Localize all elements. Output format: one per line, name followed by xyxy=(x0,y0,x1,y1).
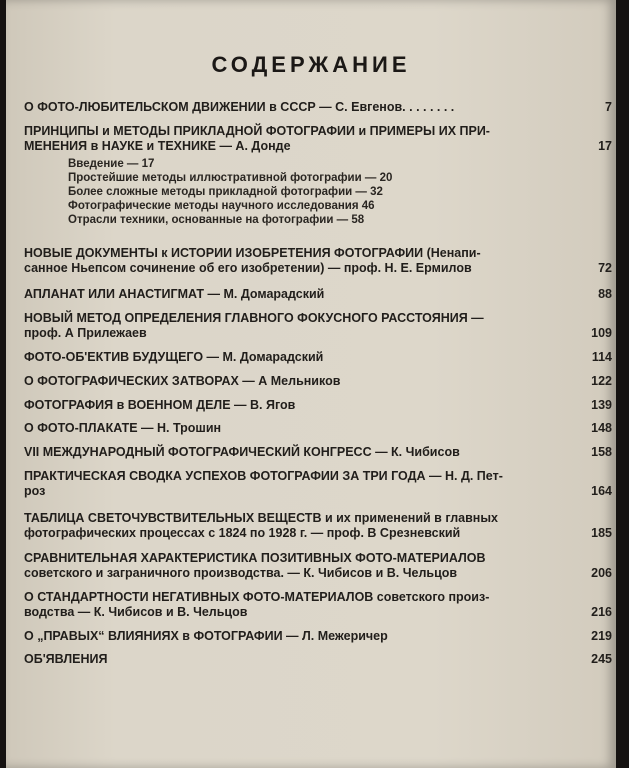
toc-entry xyxy=(24,652,612,667)
subentry-line: Введение — 17 xyxy=(68,158,155,170)
page-number: 114 xyxy=(591,350,612,364)
page-number: 17 xyxy=(598,139,612,153)
entry-line: ОБ'ЯВЛЕНИЯ xyxy=(24,652,108,666)
entry-line: МЕНЕНИЯ в НАУКЕ и ТЕХНИКЕ — А. Донде xyxy=(24,139,291,153)
toc-entry xyxy=(24,469,612,499)
entry-line: VII МЕЖДУНАРОДНЫЙ ФОТОГРАФИЧЕСКИЙ КОНГРЕСС — К. Чибисов xyxy=(24,445,460,459)
page-number: 245 xyxy=(591,652,612,666)
toc-entry xyxy=(24,445,612,460)
entry-line: роз xyxy=(24,484,46,498)
page-number: 164 xyxy=(591,484,612,498)
page-number: 216 xyxy=(591,605,612,619)
subentry-line: Простейшие методы иллюстративной фотографии — 20 xyxy=(68,172,393,184)
toc-subentries xyxy=(68,157,488,227)
entry-line: О ФОТО-ПЛАКАТЕ — Н. Трошин xyxy=(24,421,222,435)
page-number: 72 xyxy=(598,261,612,275)
toc-entry xyxy=(24,246,612,276)
entry-line: СРАВНИТЕЛЬНАЯ ХАРАКТЕРИСТИКА ПОЗИТИВНЫХ ФОТО-МАТЕРИАЛОВ xyxy=(24,551,486,565)
entry-line: О ФОТОГРАФИЧЕСКИХ ЗАТВОРАХ — А Мельников xyxy=(24,374,341,388)
page-number: 219 xyxy=(591,629,612,643)
entry-line: ПРАКТИЧЕСКАЯ СВОДКА УСПЕХОВ ФОТОГРАФИИ ЗА ТРИ ГОДА — Н. Д. Пет- xyxy=(24,469,503,483)
entry-line: О СТАНДАРТНОСТИ НЕГАТИВНЫХ ФОТО-МАТЕРИАЛОВ советского произ- xyxy=(24,590,490,604)
entry-line: О „ПРАВЫХ“ ВЛИЯНИЯХ в ФОТОГРАФИИ — Л. Межеричер xyxy=(24,629,388,643)
toc-entry xyxy=(24,124,612,154)
entry-line: советского и заграничного производства. — К. Чибисов и В. Чельцов xyxy=(24,566,458,580)
page-number: 158 xyxy=(591,445,612,459)
page-number: 88 xyxy=(598,287,612,301)
entry-line: ТАБЛИЦА СВЕТОЧУВСТВИТЕЛЬНЫХ ВЕЩЕСТВ и их применений в главных xyxy=(24,511,498,525)
toc-entry xyxy=(24,311,612,341)
toc-entry xyxy=(24,374,612,389)
page-number: 122 xyxy=(591,374,612,388)
page-number: 206 xyxy=(591,566,612,580)
entry-line: НОВЫЙ МЕТОД ОПРЕДЕЛЕНИЯ ГЛАВНОГО ФОКУСНОГО РАССТОЯНИЯ — xyxy=(24,311,484,325)
toc-entry xyxy=(24,421,612,436)
entry-line: ФОТОГРАФИЯ в ВОЕННОМ ДЕЛЕ — В. Ягов xyxy=(24,398,296,412)
entry-line: проф. А Прилежаев xyxy=(24,326,147,340)
toc-entry xyxy=(24,629,612,644)
book-page xyxy=(6,0,616,768)
entry-line: ПРИНЦИПЫ и МЕТОДЫ ПРИКЛАДНОЙ ФОТОГРАФИИ и ПРИМЕРЫ ИХ ПРИ- xyxy=(24,124,490,138)
toc-entry xyxy=(24,398,612,413)
page-number: 148 xyxy=(591,421,612,435)
toc-entry xyxy=(24,590,612,620)
entry-line: водства — К. Чибисов и В. Чельцов xyxy=(24,605,248,619)
page-number: 139 xyxy=(591,398,612,412)
toc-entry xyxy=(24,551,612,581)
page-number: 109 xyxy=(591,326,612,340)
toc-entry xyxy=(24,511,612,541)
entry-line: санное Ньепсом сочинение об его изобретении) — проф. Н. Е. Ермилов xyxy=(24,261,472,275)
entry-line: фотографических процессах с 1824 по 1928 г. — проф. В Срезневский xyxy=(24,526,461,540)
subentry-line: Более сложные методы прикладной фотографии — 32 xyxy=(68,186,383,198)
page-number: 185 xyxy=(591,526,612,540)
toc-entry xyxy=(24,350,612,365)
entry-line: ФОТО-ОБ'ЕКТИВ БУДУЩЕГО — М. Домарадский xyxy=(24,350,324,364)
toc-entry xyxy=(24,287,612,302)
subentry-line: Фотографические методы научного исследования 46 xyxy=(68,200,375,212)
entry-line: НОВЫЕ ДОКУМЕНТЫ к ИСТОРИИ ИЗОБРЕТЕНИЯ ФОТОГРАФИИ (Ненапи- xyxy=(24,246,481,260)
entry-line: АПЛАНАТ ИЛИ АНАСТИГМАТ — М. Домарадский xyxy=(24,287,325,301)
page-number: 7 xyxy=(605,100,612,114)
page-title: СОДЕРЖАНИЕ xyxy=(211,52,411,77)
subentry-line: Отрасли техники, основанные на фотографии — 58 xyxy=(68,214,365,226)
toc-entry xyxy=(24,100,612,115)
entry-line: О ФОТО-ЛЮБИТЕЛЬСКОМ ДВИЖЕНИИ в СССР — С. Евгенов. . . . . . . . xyxy=(24,100,455,114)
